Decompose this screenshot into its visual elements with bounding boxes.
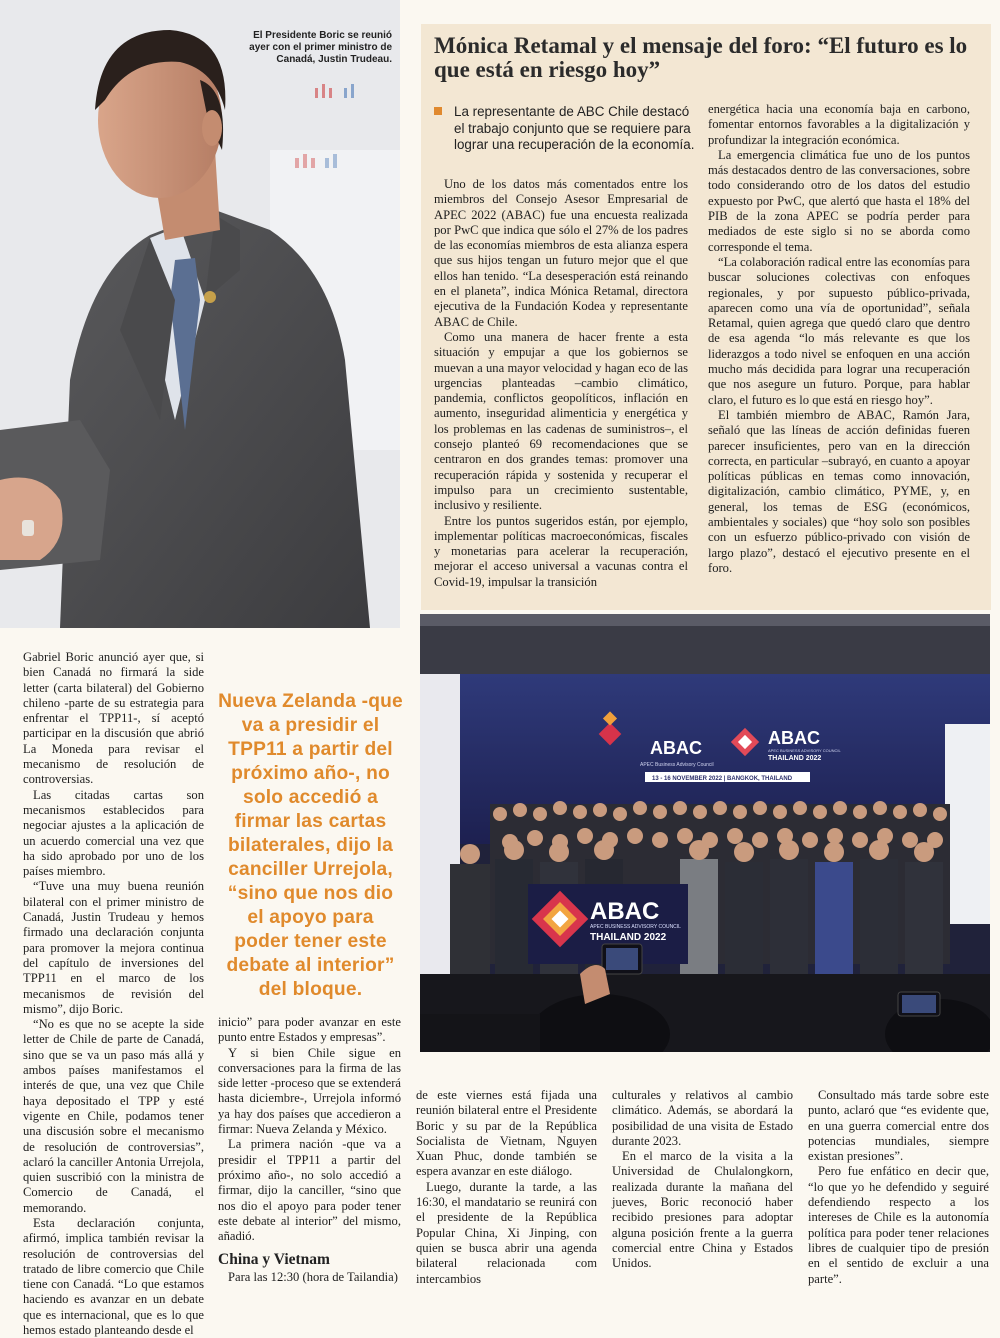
square-bullet-icon bbox=[434, 107, 442, 115]
banner-right-sub: APEC BUSINESS ADVISORY COUNCIL bbox=[768, 748, 841, 753]
box-column-1 bbox=[434, 177, 688, 590]
article-column-4 bbox=[612, 1088, 793, 1272]
photo-trudeau bbox=[0, 0, 400, 628]
article-column-3 bbox=[416, 1088, 597, 1287]
paragraph: El también miembro de ABAC, Ramón Jara, señaló que las líneas de acción definidas fueren parecer insuficientes, pero van en la dirección correcta, en particular –subrayó, en cuanto a apoyar políticas públicas en temas como innovación, digitalización, cambio climático, PYME, y, en general, los temas de ESG (económicos, ambientales y sociales) que “hoy solo son posibles con un esfuerzo público-privado con visión de largo plazo”, destacó el ejecutivo presente en el foro. bbox=[708, 407, 970, 575]
paragraph: “La colaboración radical entre las economías para buscar soluciones colectivas con enfoques regionales, y por supuesto público-privada, aparecen como una vía de oportunidad”, señala Retamal, quien agrega que quedó claro que dentro de esa agenda “lo más relevante es que los liderazgos a todo nivel se enfoquen en una acción mucho más decidida para lograr una recuperación que nos asegure un futuro. Porque, para hablar claro, el futuro es lo que está en riesgo hoy”. bbox=[708, 254, 970, 407]
paragraph: Uno de los datos más comentados entre los miembros del Consejo Asesor Empresarial de APEC 2022 (ABAC) fue una encuesta realizada por PwC que indica que sólo el 27% de los padres de las economías miembros de esta alianza espera que sus hijos tengan un futuro mejor que el que ellos han tenido. “La desesperación está reinando en el planeta”, indica Mónica Retamal, directora ejecutiva de la Fundación Kodea y representante ABAC de Chile. bbox=[434, 177, 688, 329]
paragraph: La emergencia climática fue uno de los puntos más destacados dentro de las conversaciones, sobre todo considerando otro de los datos del estudio expuesto por PwC, que alertó que hasta el 18% del PIB de la zona APEC se podría perder para mediados de este siglo si no se aborda como corresponde el tema. bbox=[708, 147, 970, 254]
article-column-5 bbox=[808, 1088, 989, 1287]
paragraph: Pero fue enfático en decir que, “lo que yo he defendido y seguiré defendiendo respecto a los intereses de Chile es la autonomía política para poder tener relaciones libres de cualquier tipo de presión en el sentido de excluir a una parte”. bbox=[808, 1164, 989, 1286]
paragraph: energética hacia una economía baja en carbono, fomentar entornos favorables a la digitalización y profundizar la integración económica. bbox=[708, 102, 970, 147]
paragraph: La primera nación -que va a presidir el TPP11 a partir del próximo año-, no solo accedió a firmar, dijo la canciller, “sino que nos dio el apoyo para poder tener este debate al interior” del mismo, añadió. bbox=[218, 1137, 401, 1244]
abac-group-illustration bbox=[420, 614, 990, 1052]
box-column-2 bbox=[708, 102, 970, 576]
box-lead: La representante de ABC Chile destacó el trabajo conjunto que se requiere para lograr una recuperación de la economía. bbox=[454, 104, 695, 153]
pull-quote: Nueva Zelanda -que va a presidir el TPP11 a partir del próximo año-, no solo accedió a firmar las cartas bilaterales, dijo la canciller Urrejola, “sino que nos dio el apoyo para poder tener este debate al interior” del bloque. bbox=[218, 691, 403, 1000]
paragraph: Gabriel Boric anunció ayer que, si bien Canadá no firmará la side letter (carta bilateral) del Gobierno chileno -parte de su estrategia para enfrentar el TPP11-, sí aceptó participar en la discusión que abrió La Moneda para revisar el mecanismo de resolución de controversias. bbox=[23, 650, 204, 787]
paragraph: Como una manera de hacer frente a esta situación y empujar a que los gobiernos se muevan a una mayor velocidad y hagan eco de las urgencias planteadas –cambio climático, pandemia, conflictos geopolíticos, inflación en aumento, inseguridad alimenticia y energética y los problemas en las cadenas de suministros–, el consejo planteó 69 recomendaciones que se centraron en dos grandes temas: promover una recuperación rápida y sostenida y recuperar el impulso para un crecimiento sustentable, inclusivo y resiliente. bbox=[434, 329, 688, 513]
trudeau-photo-illustration bbox=[0, 0, 400, 628]
paragraph: “No es que no se acepte la side letter de Chile de parte de Canadá, sino que se va un paso más allá y ambos países manifestamos el interés de que, una vez que Chile haya depositado el TPP y esté vigente en Chile, podamos tener una discusión sobre el mecanismo de resolución de controversias”, aclaró la canciller Antonia Urrejola, quien suscribió con la ministra de Comercio de Canadá, el memorando. bbox=[23, 1017, 204, 1215]
paragraph: Consultado más tarde sobre este punto, aclaró que “es evidente que, en una guerra comercial entre dos potencias mundiales, siempre existan presiones”. bbox=[808, 1088, 989, 1164]
paragraph: Y si bien Chile sigue en conversaciones para la firma de las side letter -proceso que se extenderá hasta diciembre-, Urrejola informó ya hay dos países que accedieron a firmar: Nueva Zelanda y México. bbox=[218, 1045, 401, 1137]
box-title: Mónica Retamal y el mensaje del foro: “El futuro es lo que está en riesgo hoy” bbox=[434, 33, 968, 82]
paragraph: Para las 12:30 (hora de Tailandia) bbox=[228, 1269, 398, 1284]
paragraph: En el marco de la visita a la Universidad de Chulalongkorn, realizada durante la mañana del jueves, Boric reconoció haber recibido presiones para adoptar alguna posición frente a la guerra comercial entre China y Estados Unidos. bbox=[612, 1149, 793, 1271]
podium-abac-text: ABAC bbox=[590, 898, 660, 925]
banner-right-year: THAILAND 2022 bbox=[768, 755, 822, 762]
photo-abac-group bbox=[420, 614, 990, 1052]
article-column-1 bbox=[23, 650, 204, 1338]
article-column-2 bbox=[218, 1015, 401, 1285]
subheading: China y Vietnam bbox=[218, 1251, 330, 1269]
podium-sub: APEC BUSINESS ADVISORY COUNCIL bbox=[590, 924, 681, 930]
banner-right-text: ABAC bbox=[768, 728, 820, 748]
paragraph: Las citadas cartas son mecanismos establecidos para negociar ajustes a la aplicación de un acuerdo comercial una vez que ha sido aprobado por uno de los países miembro. bbox=[23, 787, 204, 879]
banner-dates: 13 - 16 NOVEMBER 2022 | BANGKOK, THAILAND bbox=[652, 776, 793, 782]
paragraph: Luego, durante la tarde, a las 16:30, el mandatario se reunirá con el presidente de la República Popular China, Xi Jinping, con quien se busca abrir una agenda bilateral relacionada com intercambios bbox=[416, 1179, 597, 1286]
banner-left-text: ABAC bbox=[650, 738, 702, 758]
banner-left-sub: APEC Business Advisory Council bbox=[640, 762, 714, 768]
paragraph: Entre los puntos sugeridos están, por ejemplo, implementar políticas macroeconómicas, fiscales y monetarias para acelerar la recuperación, mejorar el acceso universal a vacunas contra el Covid-19, impulsar la transición bbox=[434, 513, 688, 589]
paragraph: culturales y relativos al cambio climático. Además, se abordará la posibilidad de una visita de Estado durante 2023. bbox=[612, 1088, 793, 1148]
paragraph: “Tuve una muy buena reunión bilateral con el primer ministro de Canadá, Justin Trudeau y hemos firmado una declaración conjunta para promover la mejora continua del capítulo de inversiones del TPP11 en el marco de los mecanismos de revisión del mismo”, dijo Boric. bbox=[23, 879, 204, 1016]
paragraph: Esta declaración conjunta, afirmó, implica también revisar la resolución de controversias del tratado de libre comercio que Chile tiene con Canadá. “Lo que estamos haciendo es avanzar en un debate que es internacional, que es lo que hemos estado planteando desde el bbox=[23, 1215, 204, 1338]
photo-caption: El Presidente Boric se reunió ayer con el primer ministro de Canadá, Justin Trudeau. bbox=[249, 30, 392, 65]
paragraph: inicio” para poder avanzar en este punto entre Estados y empresas”. bbox=[218, 1015, 401, 1045]
paragraph: de este viernes está fijada una reunión bilateral entre el Presidente Boric y su par de la República Socialista de Vietnam, Nguyen Xuan Phuc, donde también se espera avanzar en este diálogo. bbox=[416, 1088, 597, 1179]
podium-year: THAILAND 2022 bbox=[590, 932, 667, 943]
